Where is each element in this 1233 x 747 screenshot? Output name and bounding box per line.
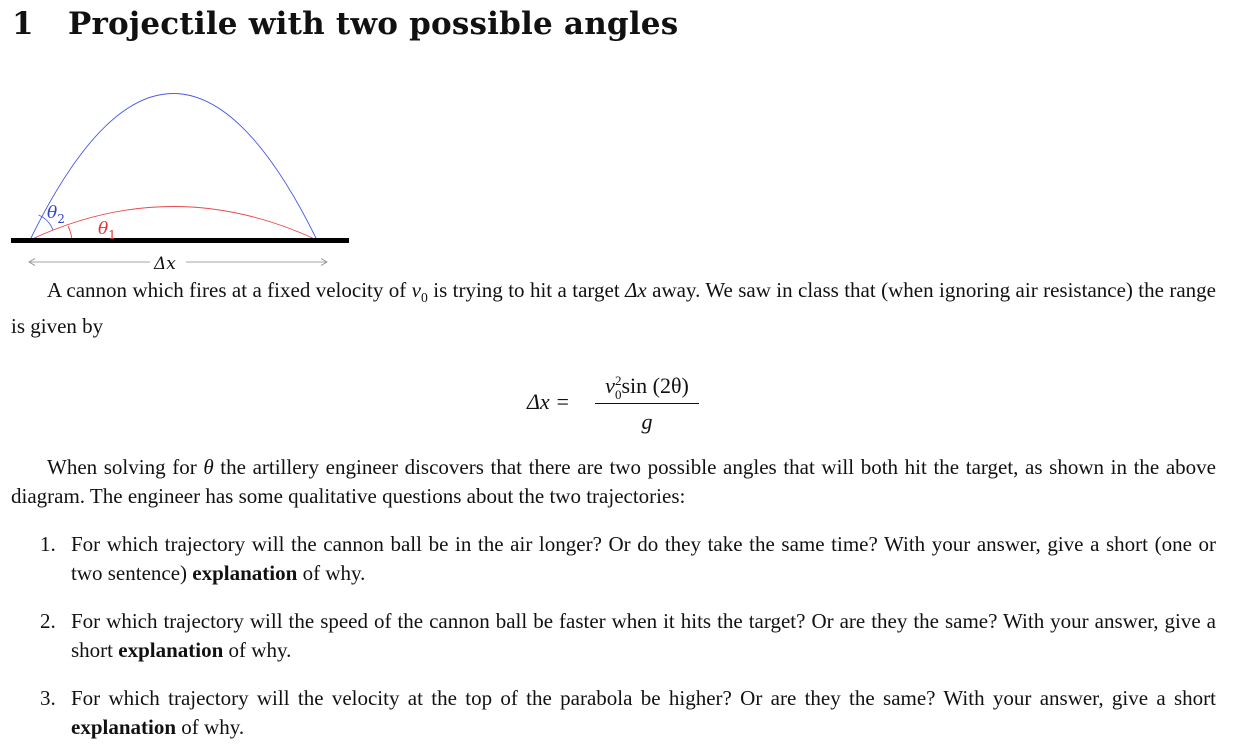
equation-lhs: Δx = <box>527 389 571 414</box>
equation-numerator: v $^2$ $_0$ sin (2θ) <box>605 372 689 402</box>
equation-fraction <box>595 370 699 436</box>
section-number: 1 <box>12 6 34 42</box>
theta2-label: $\theta_2$ <box>47 203 65 226</box>
question-item: 3. For which trajectory will the velocity at the top of the parabola be higher? Or are they the same? With your answer, give a short explanation of why. <box>40 686 1216 739</box>
theta-symbol: θ <box>203 455 214 479</box>
question-item: 2. For which trajectory will the speed of the cannon ball be faster when it hits the target? Or are they the same? With your answer, give a short explanation of why. <box>40 609 1216 662</box>
theta1-label: $\theta_1$ <box>98 219 116 242</box>
low-trajectory-curve <box>30 207 317 241</box>
v0-symbol: $v_0$ <box>411 278 428 306</box>
delta-x-symbol: Δx <box>625 278 647 302</box>
section-heading <box>12 6 678 42</box>
intro-paragraph: A cannon which fires at a fixed velocity of $v_0$ is trying to hit a target Δx away. We saw in class that (when ignoring air resistance) the range is given by <box>11 278 1216 339</box>
fraction-bar <box>595 403 699 404</box>
solving-paragraph: When solving for θ the artillery engineer discovers that there are two possible angles that will both hit the target, as shown in the above diagram. The engineer has some qualitative questions about the two trajectories: <box>11 455 1216 508</box>
question-item: 1. For which trajectory will the cannon ball be in the air longer? Or do they take the same time? With your answer, give a short (one or two sentence) explanation of why. <box>40 532 1216 585</box>
high-trajectory-curve <box>30 94 317 241</box>
equation-denominator: g <box>641 409 653 434</box>
question-list <box>40 530 1216 742</box>
theta1-angle-arc <box>68 226 72 240</box>
delta-x-label: Δx <box>154 254 176 274</box>
ground-line <box>11 238 349 243</box>
section-title: Projectile with two possible angles <box>68 6 679 42</box>
trajectory-diagram <box>0 80 360 280</box>
